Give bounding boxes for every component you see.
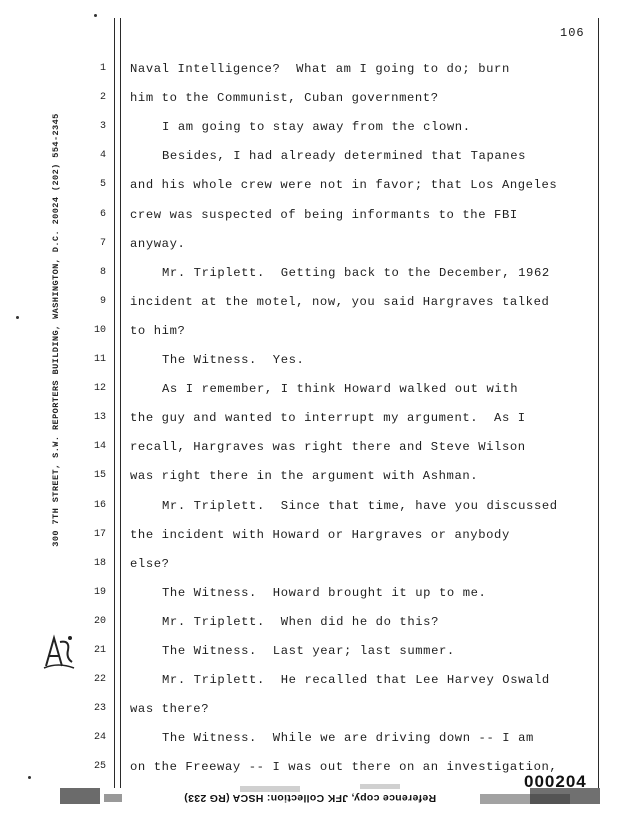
transcript-line: The Witness. Howard brought it up to me. — [162, 585, 487, 600]
transcript-line: incident at the motel, now, you said Hargraves talked — [130, 294, 550, 309]
transcript-line: else? — [130, 556, 170, 571]
line-number: 25 — [93, 761, 106, 773]
line-number: 14 — [93, 441, 106, 453]
line-number: 17 — [93, 528, 106, 540]
line-number: 1 — [99, 63, 106, 74]
line-number: 12 — [93, 383, 106, 395]
line-number: 15 — [93, 470, 106, 482]
archive-reference-stamp: Reference copy, JFK Collection: HSCA (RG 233) — [184, 792, 437, 804]
line-number: 24 — [93, 732, 106, 744]
line-number: 8 — [99, 266, 106, 278]
line-number: 22 — [93, 674, 106, 686]
scan-speck — [28, 776, 31, 779]
transcript-line: The Witness. Yes. — [162, 353, 305, 367]
line-number: 11 — [93, 354, 106, 365]
transcript-line: was right there in the argument with Ashman. — [130, 469, 479, 484]
right-margin-rule — [598, 18, 599, 788]
transcript-line: on the Freeway -- I was out there on an investigation, — [130, 760, 558, 775]
line-number: 6 — [99, 208, 106, 220]
transcript-line: Besides, I had already determined that Tapanes — [162, 149, 527, 164]
line-number: 5 — [99, 179, 106, 191]
transcript-line: Mr. Triplett. Getting back to the December, 1962 — [162, 265, 550, 280]
transcript-line: him to the Communist, Cuban government? — [130, 91, 439, 106]
transcript-line: The Witness. Last year; last summer. — [162, 644, 455, 658]
document-id: 000204 — [524, 772, 587, 791]
line-number: 19 — [93, 586, 106, 598]
scan-speck — [94, 14, 97, 17]
scan-speck — [16, 316, 19, 319]
line-number: 18 — [93, 557, 106, 569]
left-margin-rule-inner — [120, 18, 121, 788]
transcript-line: Naval Intelligence? What am I going to do; burn — [130, 62, 510, 76]
transcript-line: and his whole crew were not in favor; that Los Angeles — [130, 178, 558, 193]
line-number: 21 — [93, 645, 106, 656]
transcript-line: The Witness. While we are driving down -- I am — [162, 731, 534, 746]
transcript-line: Mr. Triplett. Since that time, have you discussed — [162, 498, 558, 513]
line-number: 9 — [99, 295, 106, 307]
line-number: 13 — [93, 412, 106, 424]
transcript-line: Mr. Triplett. He recalled that Lee Harvey Oswald — [162, 673, 550, 688]
line-number: 7 — [99, 237, 106, 249]
transcript-line: was there? — [130, 702, 210, 717]
line-number: 20 — [93, 615, 106, 627]
line-number: 10 — [93, 324, 106, 336]
line-number: 23 — [93, 703, 106, 715]
transcript-line: the guy and wanted to interrupt my argument. As I — [130, 411, 526, 426]
transcript-line: As I remember, I think Howard walked out with — [162, 382, 519, 397]
transcript-line: recall, Hargraves was right there and Steve Wilson — [130, 440, 526, 455]
transcript-line: anyway. — [130, 236, 186, 251]
transcript-line: Mr. Triplett. When did he do this? — [162, 614, 439, 629]
reporter-address: 300 7TH STREET, S.W. REPORTERS BUILDING, WASHINGTON, D.C. 20024 (202) 554-2345 — [51, 113, 61, 547]
transcript-line: I am going to stay away from the clown. — [162, 120, 471, 135]
left-margin-rule — [114, 18, 115, 788]
reporter-logo-icon — [40, 632, 76, 672]
line-number: 16 — [93, 499, 106, 511]
line-number: 2 — [99, 92, 106, 104]
transcript-line: crew was suspected of being informants to the FBI — [130, 207, 518, 222]
page-number: 106 — [560, 26, 585, 40]
line-number: 4 — [99, 150, 106, 162]
transcript-line: the incident with Howard or Hargraves or anybody — [130, 527, 510, 542]
transcript-line: to him? — [130, 323, 186, 338]
line-number: 3 — [99, 121, 106, 133]
